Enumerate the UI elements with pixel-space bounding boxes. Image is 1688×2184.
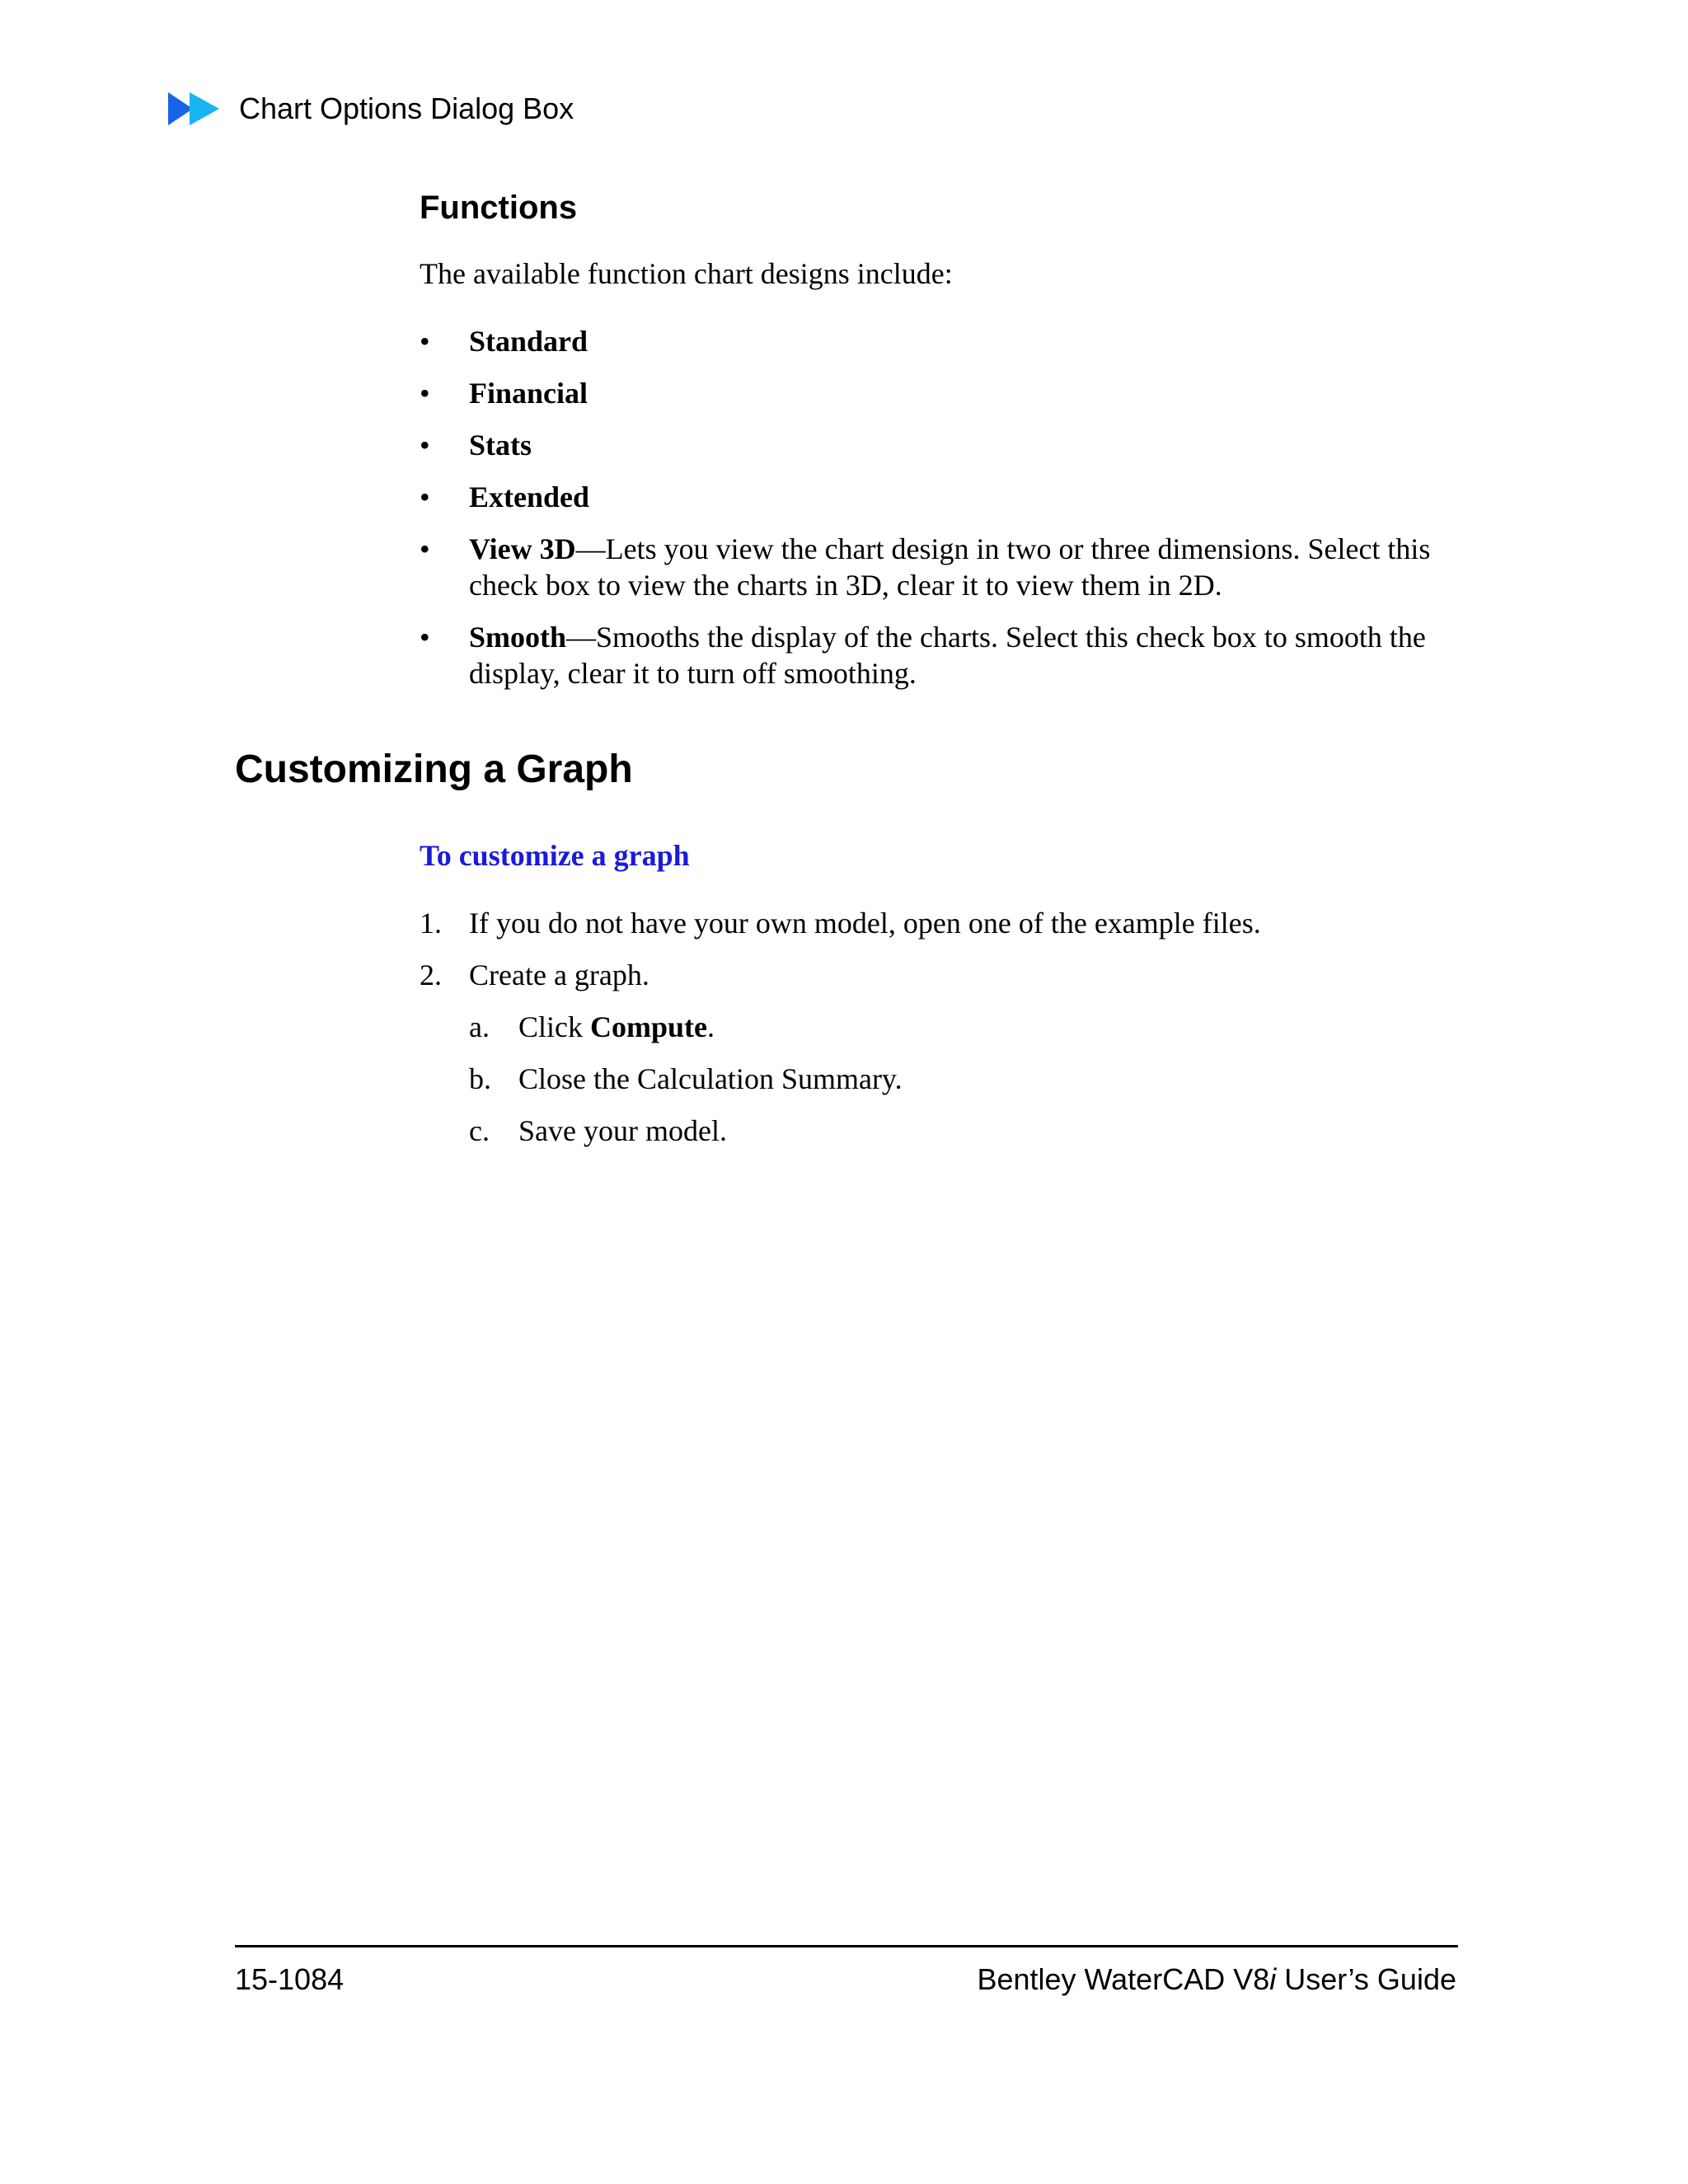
substep-letter: c. — [469, 1114, 490, 1147]
item-term: Financial — [469, 377, 588, 410]
functions-heading: Functions — [420, 190, 578, 226]
list-item — [420, 427, 1450, 463]
bullet: • — [420, 480, 430, 513]
double-arrow-icon — [168, 91, 221, 127]
guide-title-prefix: Bentley WaterCAD V8 — [977, 1962, 1270, 1996]
bullet: • — [420, 621, 430, 654]
list-item — [420, 619, 1450, 691]
list-item — [420, 531, 1450, 603]
item-term: Extended — [469, 480, 590, 513]
substep-item — [469, 1061, 1450, 1097]
list-item — [420, 479, 1450, 515]
procedure-steps — [420, 905, 1450, 1165]
procedure-heading: To customize a graph — [420, 839, 690, 872]
item-desc: —Smooths the display of the charts. Select this check box to smooth the display, clear it to turn off smoothing. — [469, 621, 1426, 690]
step-text: If you do not have your own model, open one of the example files. — [469, 907, 1261, 940]
item-term: View 3D — [469, 532, 576, 565]
running-header — [168, 89, 574, 129]
list-item — [420, 375, 1450, 411]
substep-item — [469, 1113, 1450, 1149]
step-number: 2. — [420, 958, 442, 991]
customizing-heading: Customizing a Graph — [235, 748, 633, 791]
step-text: Create a graph. — [469, 958, 649, 991]
substeps — [469, 1009, 1450, 1149]
substep-letter: a. — [469, 1010, 490, 1043]
substep-text-end: . — [707, 1010, 715, 1043]
substep-letter: b. — [469, 1062, 491, 1095]
header-title: Chart Options Dialog Box — [239, 91, 574, 125]
guide-title-suffix: User’s Guide — [1276, 1962, 1456, 1996]
guide-title-italic: i — [1269, 1962, 1277, 1996]
step-item — [420, 957, 1450, 1149]
guide-title — [977, 1961, 1456, 1998]
bullet: • — [420, 325, 430, 358]
list-item — [420, 323, 1450, 359]
page-number: 15-1084 — [235, 1962, 345, 1996]
bullet: • — [420, 532, 430, 565]
substep-text: Save your model. — [518, 1114, 727, 1147]
function-list — [420, 323, 1450, 707]
substep-item — [469, 1009, 1450, 1045]
footer-rule — [235, 1945, 1458, 1947]
substep-text: Click — [518, 1010, 590, 1043]
item-desc: —Lets you view the chart design in two or three dimensions. Select this check box to view the charts in 3D, clear it to view them in 2D. — [469, 532, 1431, 602]
item-term: Standard — [469, 325, 588, 358]
item-term: Smooth — [469, 621, 567, 654]
bullet: • — [420, 429, 430, 462]
substep-text: Close the Calculation Summary. — [518, 1062, 903, 1095]
step-item — [420, 905, 1450, 941]
item-term: Stats — [469, 429, 532, 462]
substep-bold: Compute — [590, 1010, 707, 1043]
functions-intro: The available function chart designs include: — [420, 257, 953, 290]
step-number: 1. — [420, 907, 442, 940]
bullet: • — [420, 377, 430, 410]
